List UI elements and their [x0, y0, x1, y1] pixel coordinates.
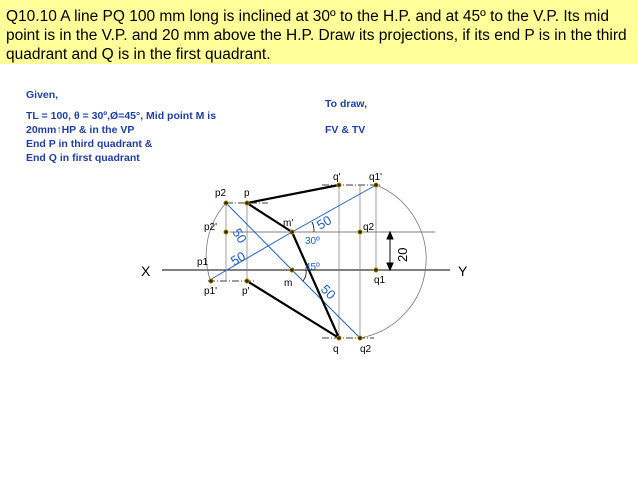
- given-line-3: End P in third quadrant &: [26, 138, 153, 150]
- label-p1-dash: p1': [204, 286, 218, 297]
- label-p1: p1: [197, 257, 209, 268]
- dim-20-label: 20: [395, 247, 410, 262]
- angle-30-label: 30º: [305, 236, 320, 247]
- label-m-dash: m': [283, 218, 294, 229]
- label-q1-dash: q1': [369, 172, 383, 183]
- dim-50-upper-left: 50: [229, 225, 250, 246]
- dim-50-lower-right: 50: [317, 281, 339, 303]
- given-heading: Given,: [26, 89, 59, 101]
- question-text: Q10.10 A line PQ 100 mm long is inclined at 30º to the H.P. and at 45º to the V.P. Its mid point is in the V.P. and 20 mm above the H.P. Draw its projections, if its end P is in the third quadrant and Q is in the first quadrant.: [6, 8, 627, 63]
- final-projections: [247, 185, 339, 338]
- dim-50-upper-right: 50: [314, 212, 335, 233]
- label-q-dash: q': [333, 172, 341, 183]
- label-p-dash: p': [242, 286, 250, 297]
- given-line-1: TL = 100, θ = 30º,Ø=45°, Mid point M is: [26, 110, 217, 122]
- to-draw-heading: To draw,: [325, 98, 367, 110]
- label-q2-dash: q2: [363, 222, 375, 233]
- axis-y-label: Y: [458, 263, 468, 279]
- dim-50-lower-left: 50: [228, 248, 249, 269]
- front-view-line: [247, 185, 339, 203]
- label-m: m: [284, 278, 293, 289]
- label-q1: q1: [374, 275, 386, 286]
- label-q: q: [333, 344, 339, 355]
- height-dimension: [387, 232, 393, 270]
- given-line-4: End Q in first quadrant: [26, 152, 140, 164]
- angle-arc-30: [312, 222, 314, 232]
- given-line-2: 20mm↑HP & in the VP: [26, 124, 135, 136]
- label-p: p: [244, 188, 250, 199]
- label-q2: q2: [360, 344, 372, 355]
- axis-x-label: X: [141, 263, 151, 279]
- angle-45-label: 45º: [305, 262, 320, 273]
- label-p2: p2: [215, 188, 227, 199]
- to-draw-item: FV & TV: [325, 124, 366, 136]
- label-p2-dash: p2': [204, 222, 218, 233]
